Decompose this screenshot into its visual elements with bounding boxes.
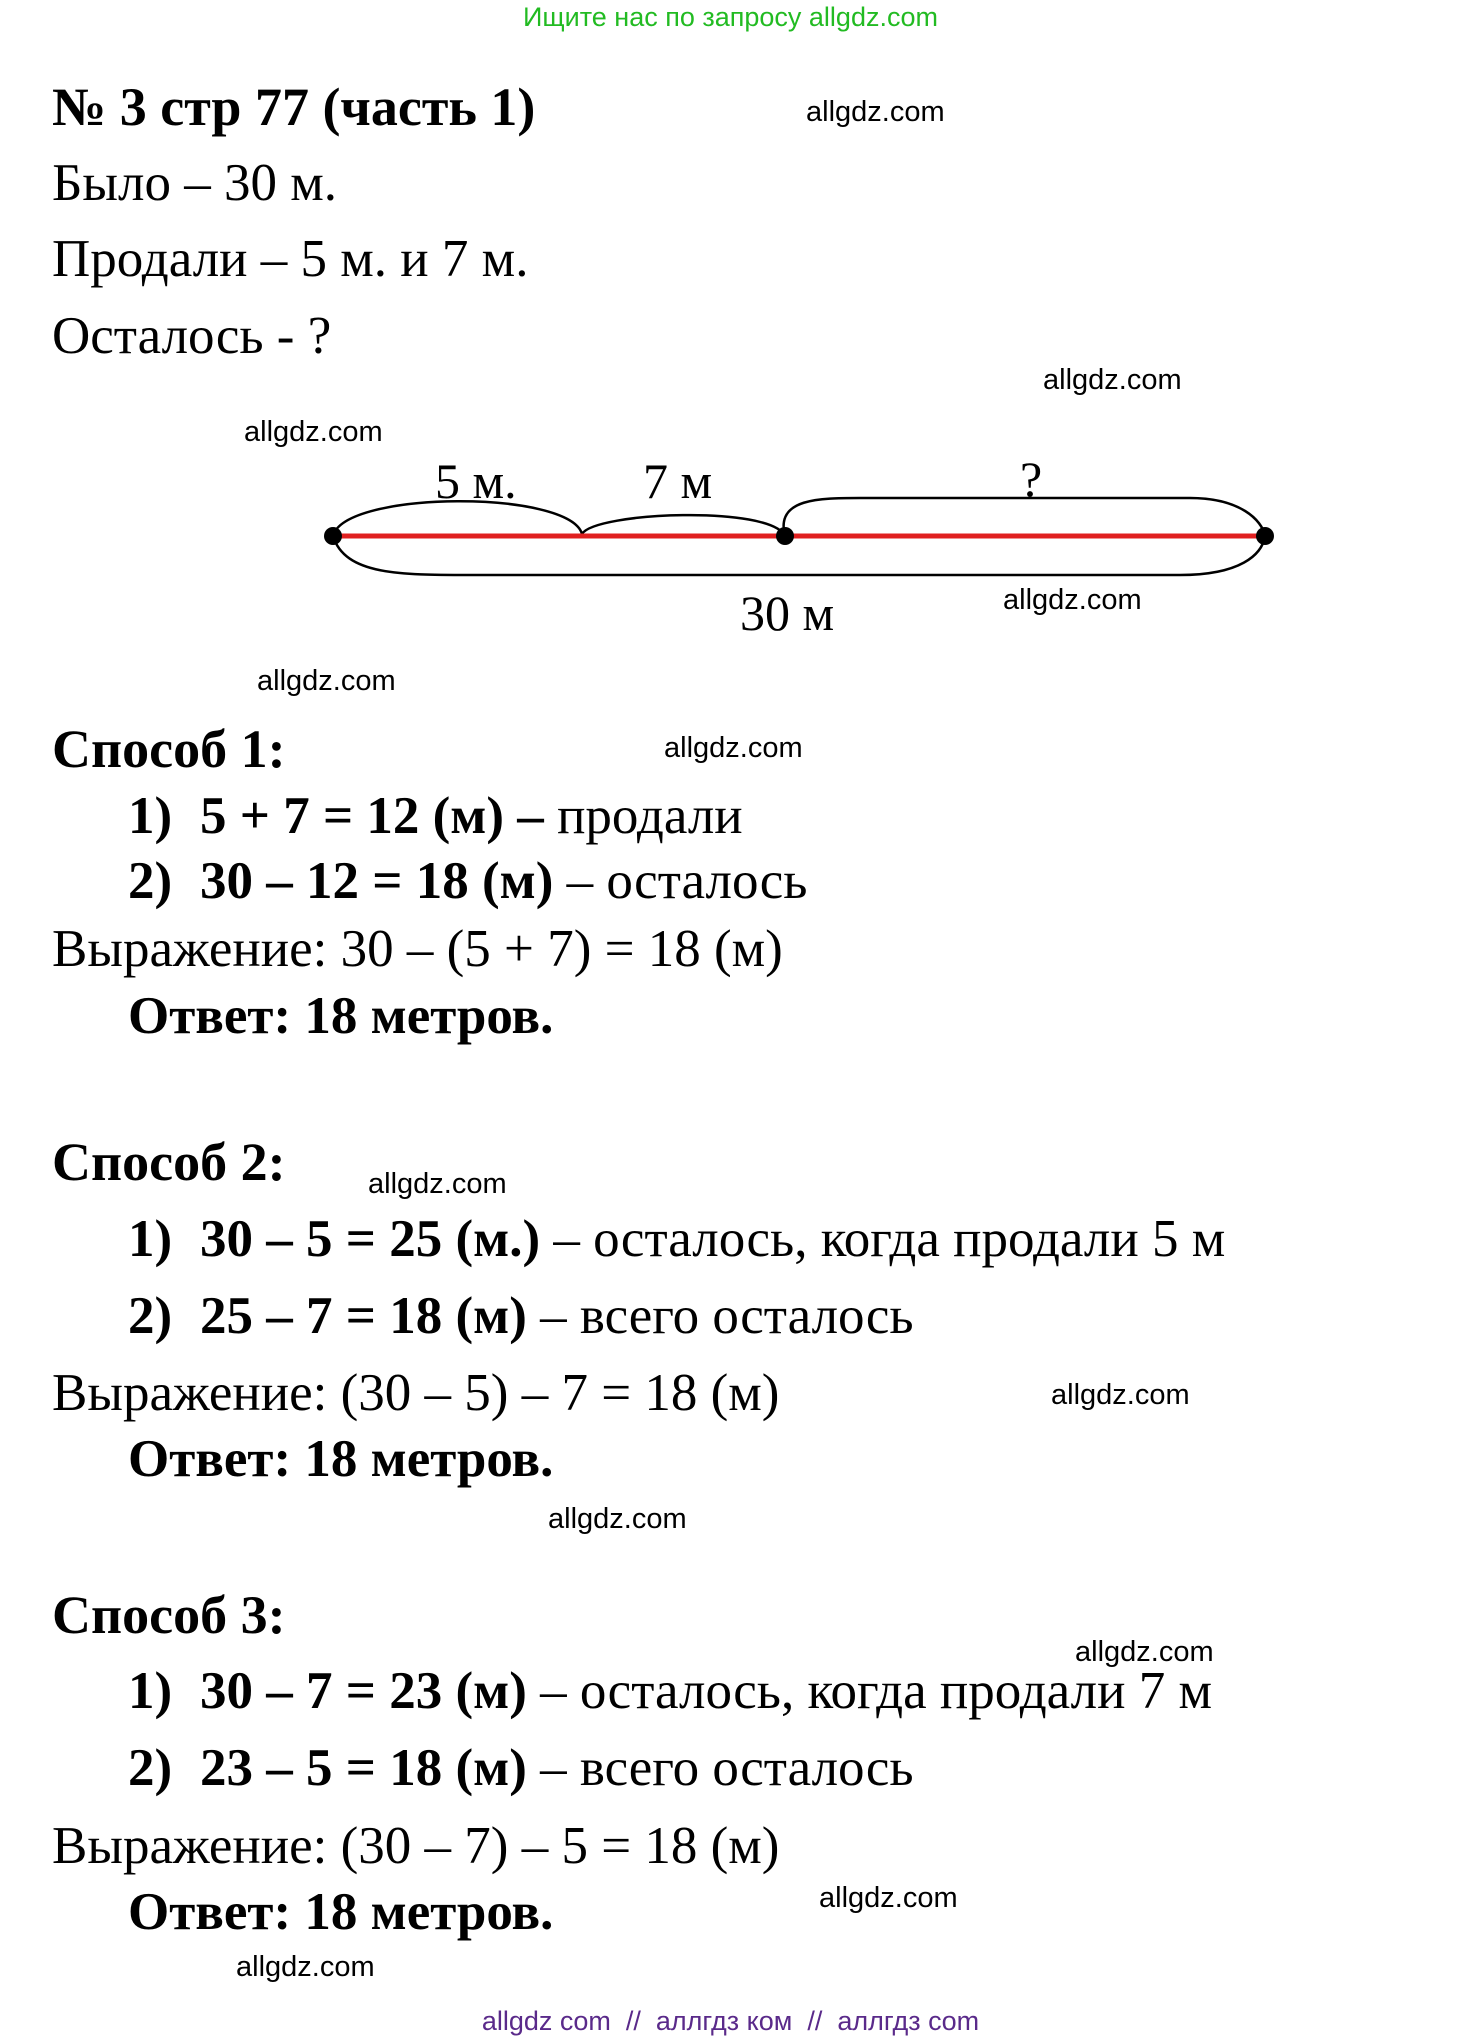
point-start xyxy=(324,527,342,545)
watermark: allgdz.com xyxy=(1043,364,1182,396)
method2-step1 xyxy=(128,1210,1226,1268)
method3-step2 xyxy=(128,1739,914,1797)
method2-answer: Ответ: 18 метров. xyxy=(128,1430,554,1488)
watermark: allgdz.com xyxy=(368,1168,507,1200)
step-expression: 30 – 7 = 23 (м) xyxy=(200,1662,527,1720)
footer-links: allgdz com // аллгдз ком // аллгдз com xyxy=(481,2006,980,2036)
task-given-line: Было – 30 м. xyxy=(52,154,338,212)
step-number: 2) xyxy=(128,1287,173,1345)
method1-answer: Ответ: 18 метров. xyxy=(128,987,554,1045)
method2-title: Способ 2: xyxy=(52,1132,286,1192)
step-number: 1) xyxy=(128,1662,173,1720)
step-expression: 30 – 12 = 18 (м) xyxy=(200,852,554,910)
step-number: 1) xyxy=(128,1210,173,1268)
method1-step1 xyxy=(128,787,743,845)
method2-step2 xyxy=(128,1287,914,1345)
step-expression: 25 – 7 = 18 (м) xyxy=(200,1287,527,1345)
watermark: allgdz.com xyxy=(236,1951,375,1983)
watermark: allgdz.com xyxy=(244,416,383,448)
watermark: allgdz.com xyxy=(548,1503,687,1535)
watermark: allgdz.com xyxy=(806,96,945,128)
step-expression: 23 – 5 = 18 (м) xyxy=(200,1739,527,1797)
step-number: 1) xyxy=(128,787,173,845)
point-end xyxy=(1256,527,1274,545)
arc-total xyxy=(333,536,1265,575)
step-number: 2) xyxy=(128,852,173,910)
segment-diagram xyxy=(0,430,1461,640)
method1-expression: Выражение: 30 – (5 + 7) = 18 (м) xyxy=(52,920,783,978)
method1-step2 xyxy=(128,852,808,910)
label-5m: 5 м. xyxy=(435,453,517,509)
method1-title: Способ 1: xyxy=(52,719,286,779)
watermark: allgdz.com xyxy=(664,732,803,764)
step-expression: 5 + 7 = 12 (м) – xyxy=(200,787,544,845)
step-explanation: – всего осталось xyxy=(526,1287,914,1345)
point-mid xyxy=(776,527,794,545)
task-title: № 3 стр 77 (часть 1) xyxy=(52,77,536,137)
step-explanation: – осталось, когда продали 5 м xyxy=(540,1210,1226,1268)
watermark: allgdz.com xyxy=(257,665,396,697)
task-remaining-line: Осталось - ? xyxy=(52,307,332,365)
method3-title: Способ 3: xyxy=(52,1585,286,1645)
step-explanation: продали xyxy=(543,787,743,845)
method3-answer: Ответ: 18 метров. xyxy=(128,1883,554,1941)
label-total: 30 м xyxy=(740,585,835,640)
label-question: ? xyxy=(1020,451,1043,507)
step-number: 2) xyxy=(128,1739,173,1797)
step-explanation: – осталось xyxy=(553,852,808,910)
arc-7m xyxy=(582,515,785,536)
task-sold-line: Продали – 5 м. и 7 м. xyxy=(52,230,529,288)
watermark: allgdz.com xyxy=(819,1882,958,1914)
watermark: allgdz.com xyxy=(1051,1379,1190,1411)
method3-step1 xyxy=(128,1662,1213,1720)
label-7m: 7 м xyxy=(643,453,713,509)
watermark: allgdz.com xyxy=(1003,584,1142,616)
watermark: allgdz.com xyxy=(1075,1636,1214,1668)
step-explanation: – всего осталось xyxy=(526,1739,914,1797)
method3-expression: Выражение: (30 – 7) – 5 = 18 (м) xyxy=(52,1817,780,1875)
step-expression: 30 – 5 = 25 (м.) xyxy=(200,1210,541,1268)
step-explanation: – осталось, когда продали 7 м xyxy=(526,1662,1213,1720)
method2-expression: Выражение: (30 – 5) – 7 = 18 (м) xyxy=(52,1364,780,1422)
search-prompt: Ищите нас по запросу allgdz.com xyxy=(523,2,938,32)
